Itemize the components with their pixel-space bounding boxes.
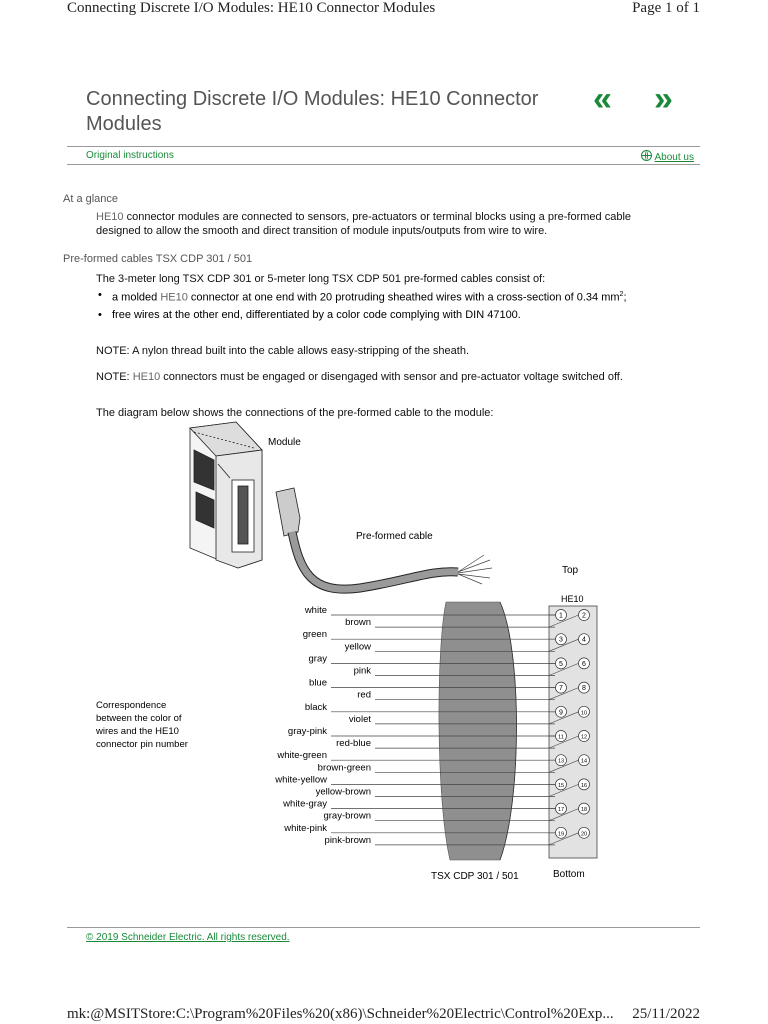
pin-number: 16 bbox=[580, 782, 588, 789]
wire-label-group bbox=[274, 605, 371, 846]
section-heading-at-a-glance: At a glance bbox=[63, 193, 119, 205]
correspondence-line-3: wires and the HE10 bbox=[96, 726, 179, 737]
top-label: Top bbox=[562, 565, 579, 576]
wire-label-black: black bbox=[304, 701, 327, 713]
globe-icon bbox=[641, 150, 652, 161]
section-heading-cables: Pre-formed cables TSX CDP 301 / 501 bbox=[63, 253, 253, 265]
top-divider bbox=[67, 146, 700, 147]
cables-intro: The 3-meter long TSX CDP 301 or 5-meter long TSX CDP 501 pre-formed cables consist of: bbox=[96, 273, 546, 285]
he10-connector-block bbox=[549, 606, 597, 858]
print-footer-path: mk:@MSITStore:C:\Program%20Files%20(x86)\Schneider%20Electric\Control%20Exp... bbox=[67, 1006, 614, 1022]
original-instructions-label: Original instructions bbox=[86, 150, 174, 161]
list-item: • free wires at the other end, differentiated by a color code complying with DIN 47100. bbox=[96, 307, 676, 323]
wire-label-brown-green: brown-green bbox=[317, 762, 371, 774]
pin-number: 8 bbox=[582, 685, 586, 693]
pin-number: 6 bbox=[582, 660, 586, 668]
wire-label-blue: blue bbox=[309, 677, 327, 689]
pin-number: 18 bbox=[580, 807, 588, 814]
page-title: Connecting Discrete I/O Modules: HE10 Connector Modules bbox=[86, 88, 539, 135]
wire-label-pink: pink bbox=[353, 665, 371, 677]
about-us-label: About us bbox=[654, 152, 694, 163]
cable-connection-diagram bbox=[0, 420, 768, 900]
correspondence-line-1: Correspondence bbox=[96, 700, 167, 711]
wire-label-gray-pink: gray-pink bbox=[287, 726, 327, 737]
pin-number: 9 bbox=[559, 709, 563, 717]
print-header-title: Connecting Discrete I/O Modules: HE10 Connector Modules bbox=[67, 0, 436, 16]
list-item: • a molded HE10 connector at one end with 20 protruding sheathed wires with a cross-section of 0.34 $mm^2$; bbox=[96, 287, 676, 306]
pin-number: 10 bbox=[580, 710, 588, 717]
wire-label-yellow: yellow bbox=[344, 641, 371, 653]
wire-label-green: green bbox=[302, 629, 327, 641]
pin-number: 3 bbox=[559, 636, 563, 644]
footer-divider bbox=[67, 927, 700, 928]
wire-label-white: white bbox=[304, 605, 327, 616]
pin-number: 17 bbox=[557, 807, 565, 814]
bottom-label: Bottom bbox=[553, 869, 585, 880]
pin-number: 4 bbox=[582, 636, 586, 644]
wire-label-white-pink: white-pink bbox=[284, 822, 327, 834]
pin-number: 12 bbox=[580, 734, 588, 741]
wire-label-gray: gray bbox=[308, 653, 327, 665]
wire-label-red-blue: red-blue bbox=[336, 738, 371, 750]
at-a-glance-text: connector modules are connected to sensors, pre-actuators or terminal blocks using a pre-formed cable designed to allow the smooth and direct transition of module inputs/outputs from wire to wire. bbox=[96, 211, 632, 237]
wire-label-brown: brown bbox=[345, 617, 371, 629]
pin-number: 11 bbox=[558, 734, 564, 741]
module-label: Module bbox=[268, 437, 301, 448]
correspondence-line-4: connector pin number bbox=[96, 739, 188, 750]
wire-label-pink-brown: pink-brown bbox=[324, 834, 371, 846]
wire-label-white-gray: white-gray bbox=[283, 798, 327, 810]
pin-number: 14 bbox=[580, 758, 588, 765]
copyright-link[interactable]: © 2019 Schneider Electric. All rights reserved. bbox=[86, 932, 290, 943]
previous-page-icon[interactable]: « bbox=[593, 80, 612, 118]
diagram-intro: The diagram below shows the connections of the pre-formed cable to the module: bbox=[96, 407, 494, 419]
sub-divider bbox=[67, 164, 700, 165]
cable-label: Pre-formed cable bbox=[356, 531, 433, 542]
wire-label-yellow-brown: yellow-brown bbox=[315, 786, 371, 798]
cable-name-label: TSX CDP 301 / 501 bbox=[431, 871, 519, 882]
module-drawing bbox=[190, 422, 262, 568]
next-page-icon[interactable]: » bbox=[654, 80, 673, 118]
pin-number: 20 bbox=[580, 831, 588, 838]
note-he10: NOTE: HE10 connectors must be engaged or disengaged with sensor and pre-actuator voltage switched off. bbox=[96, 371, 623, 383]
pin-number: 19 bbox=[557, 831, 565, 838]
at-a-glance-paragraph bbox=[96, 210, 676, 238]
he10-label: HE10 bbox=[561, 594, 584, 604]
pin-number: 15 bbox=[557, 782, 565, 789]
wire-label-white-yellow: white-yellow bbox=[275, 774, 327, 786]
cables-bullet-list bbox=[96, 287, 676, 323]
pin-number: 7 bbox=[559, 685, 563, 693]
pin-number: 5 bbox=[559, 660, 563, 668]
cable-sheath-band bbox=[439, 602, 517, 860]
wire-label-red: red bbox=[357, 689, 371, 701]
note-nylon: NOTE: A nylon thread built into the cable allows easy-stripping of the sheath. bbox=[96, 345, 470, 357]
about-us-link[interactable] bbox=[641, 150, 694, 163]
pin-number: 13 bbox=[557, 758, 565, 765]
wire-label-white-green: white-green bbox=[277, 750, 327, 762]
correspondence-line-2: between the color of bbox=[96, 713, 182, 724]
print-header-page: Page 1 of 1 bbox=[632, 0, 700, 16]
wire-label-gray-brown: gray-brown bbox=[323, 810, 371, 822]
pin-number: 2 bbox=[582, 612, 586, 620]
wire-label-violet: violet bbox=[348, 713, 371, 725]
print-footer-date: 25/11/2022 bbox=[632, 1006, 700, 1022]
pin-number: 1 bbox=[559, 612, 563, 620]
he10-term: HE10 bbox=[96, 211, 124, 223]
